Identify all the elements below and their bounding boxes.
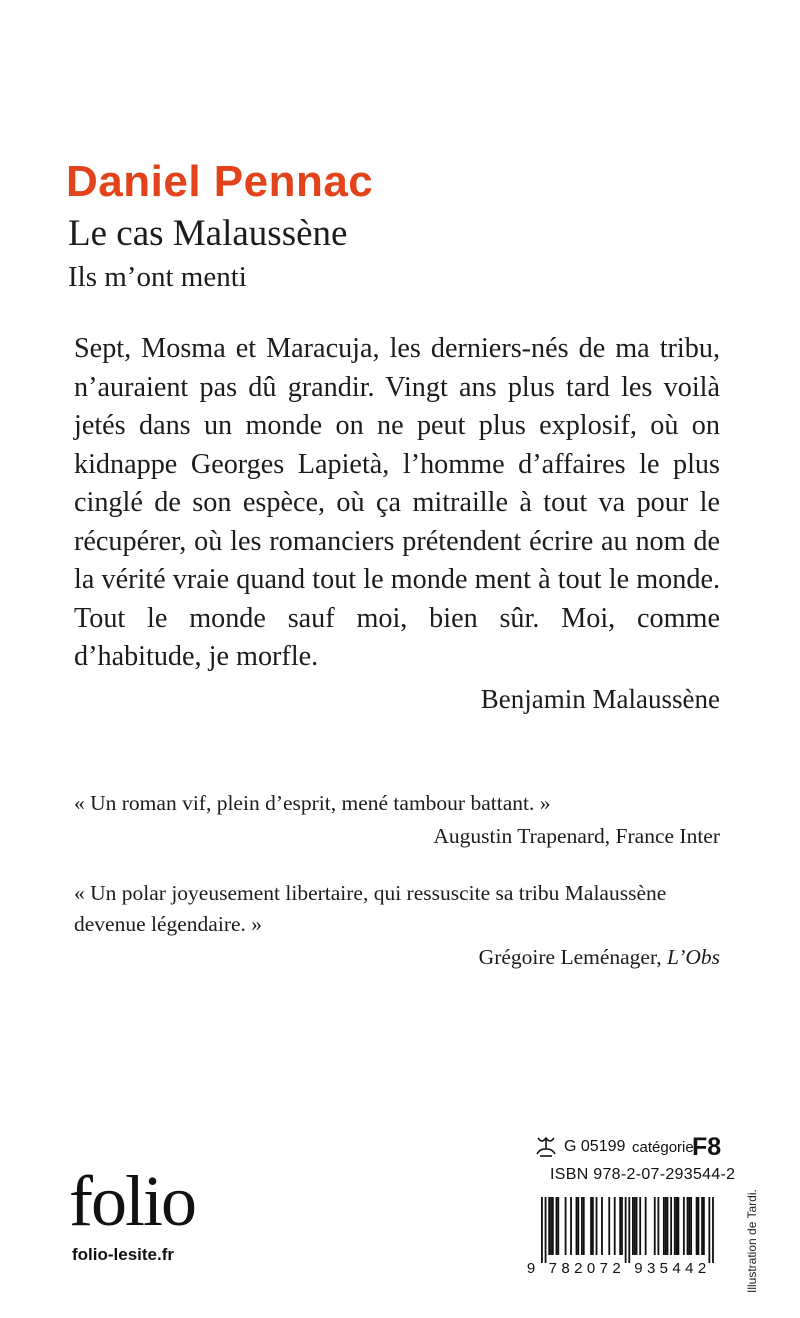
barcode-bar xyxy=(577,1197,579,1255)
review-quote xyxy=(74,878,720,973)
barcode-bar xyxy=(636,1197,638,1255)
blurb-text: Sept, Mosma et Maracuja, les derniers-nés de ma tribu, n’auraient pas dû grandir. Vingt ans plus tard les voilà jetés dans un monde on ne peut plus explosif, où on kidnappe Georges Lapietà, l’homme d’affaires le plus cinglé de son espèce, où ça mitraille à tout va pour le récupérer, où les romanciers prétendent écrire au nom de la vérité vraie quand tout le monde ment à tout le monde. Tout le monde sauf moi, bien sûr. Moi, comme d’habitude, je morfle. xyxy=(74,333,720,672)
barcode-bar xyxy=(552,1197,554,1255)
publisher-website: folio-lesite.fr xyxy=(72,1245,175,1264)
price-category: F8 xyxy=(692,1133,722,1161)
review-quote xyxy=(74,788,720,852)
barcode-bar xyxy=(712,1197,714,1263)
book-subtitle: Ils m’ont menti xyxy=(68,261,247,293)
book-title: Le cas Malaussène xyxy=(68,213,348,254)
barcode-bar xyxy=(657,1197,659,1255)
back-cover-blurb xyxy=(74,330,720,718)
barcode-bar xyxy=(548,1197,550,1255)
barcode-bar xyxy=(601,1197,603,1255)
review-source: Augustin Trapenard, France Inter xyxy=(433,824,720,848)
barcode-bar xyxy=(674,1197,676,1255)
barcode-bar xyxy=(583,1197,585,1255)
barcode-bar xyxy=(676,1197,678,1255)
review-source-publication: L’Obs xyxy=(667,945,720,969)
barcode-bar xyxy=(619,1197,621,1255)
barcode-bar xyxy=(690,1197,692,1255)
barcode-bar xyxy=(632,1197,634,1255)
barcode-bar xyxy=(634,1197,636,1255)
review-source xyxy=(74,942,720,973)
barcode-bar xyxy=(596,1197,598,1255)
barcode-digit: 2 xyxy=(574,1260,583,1275)
barcode-bar xyxy=(687,1197,689,1255)
barcode-digit: 9 xyxy=(527,1260,536,1275)
barcode-digit: 2 xyxy=(612,1260,621,1275)
barcode-digit: 3 xyxy=(646,1260,656,1275)
illustration-credit: Illustration de Tardi. xyxy=(745,1189,759,1293)
barcode-bar xyxy=(565,1197,567,1255)
blurb-signature: Benjamin Malaussène xyxy=(480,683,720,714)
barcode-bar xyxy=(576,1197,578,1255)
barcode-bar xyxy=(614,1197,616,1255)
barcode-bar xyxy=(590,1197,592,1255)
barcode-bar xyxy=(556,1197,558,1255)
review-text: « Un roman vif, plein d’esprit, mené tambour battant. » xyxy=(74,791,551,815)
barcode-bar xyxy=(667,1197,669,1255)
barcode-bar xyxy=(678,1197,680,1255)
barcode-bar xyxy=(708,1197,710,1263)
barcode-digit: 9 xyxy=(634,1260,643,1275)
barcode-digit: 7 xyxy=(548,1260,558,1275)
barcode-bar xyxy=(545,1197,547,1263)
barcode-bar xyxy=(608,1197,610,1255)
barcode-bar xyxy=(625,1197,627,1263)
barcode-bar xyxy=(550,1197,552,1255)
barcode-bar xyxy=(639,1197,641,1255)
barcode-bar xyxy=(557,1197,559,1255)
barcode-bar xyxy=(696,1197,698,1255)
barcode-bar xyxy=(670,1197,672,1255)
barcode-digit: 0 xyxy=(586,1260,596,1275)
barcode-bar xyxy=(581,1197,583,1255)
gallimard-code: G 05199 xyxy=(564,1138,626,1155)
barcode-bar xyxy=(663,1197,665,1255)
barcode-bar xyxy=(701,1197,703,1255)
gallimard-emblem-icon xyxy=(534,1135,558,1157)
barcode-bar xyxy=(654,1197,656,1255)
barcode-bar xyxy=(570,1197,572,1255)
barcode-digit: 4 xyxy=(685,1260,694,1275)
barcode-bar xyxy=(703,1197,705,1255)
barcode-digit: 7 xyxy=(599,1260,608,1275)
product-code-line xyxy=(534,1133,724,1163)
barcode-digit: 2 xyxy=(697,1260,707,1275)
category-label: catégorie xyxy=(632,1139,694,1156)
barcode-bar xyxy=(592,1197,594,1255)
barcode-bar xyxy=(698,1197,700,1255)
author-name: Daniel Pennac xyxy=(66,157,374,206)
barcode-digit: 8 xyxy=(561,1260,570,1275)
review-text: « Un polar joyeusement libertaire, qui ressuscite sa tribu Malaussène devenue légendaire. » xyxy=(74,881,667,936)
ean-barcode xyxy=(527,1197,721,1275)
barcode-bar xyxy=(688,1197,690,1255)
illustration-credit-box xyxy=(745,1133,765,1293)
barcode-digit: 5 xyxy=(659,1260,669,1275)
barcode-bar xyxy=(645,1197,647,1255)
barcode-bar xyxy=(541,1197,543,1263)
folio-logo: folio xyxy=(69,1161,195,1241)
barcode-bar xyxy=(665,1197,667,1255)
barcode-digit: 4 xyxy=(672,1260,681,1275)
barcode-bar xyxy=(683,1197,685,1255)
barcode-bar xyxy=(628,1197,630,1263)
barcode-bar xyxy=(621,1197,623,1255)
isbn: ISBN 978-2-07-293544-2 xyxy=(550,1166,736,1183)
review-source-name: Grégoire Leménager, xyxy=(478,945,668,969)
